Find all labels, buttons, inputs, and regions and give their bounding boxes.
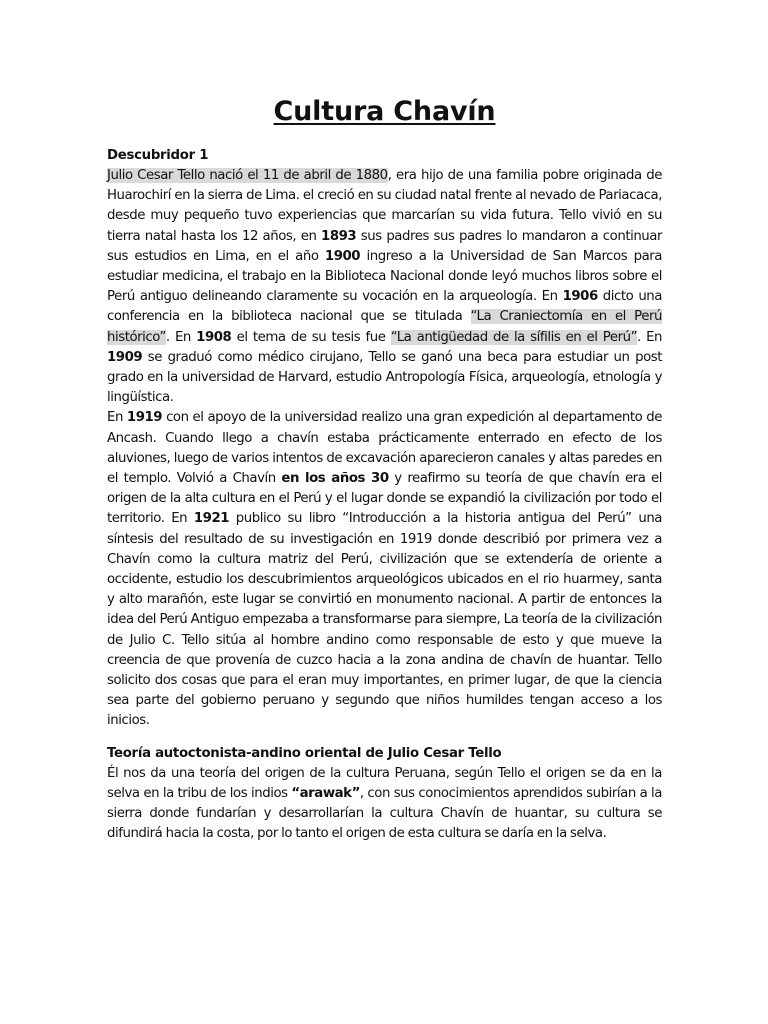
highlighted-conference-title: “La Craniectomía en el Perú histórico” (107, 309, 662, 345)
text-span: , era hijo de una familia pobre originada de Huarochirí en la sierra de Lima. el creció en su ciudad natal frente al nevado de Pariacaca, desde muy pequeño tuvo experiencias que marcarían su vida futura. Tello vivió en su tierra natal hasta los 12 años, en (107, 168, 662, 244)
text-span: ingreso a la Universidad de San Marcos para estudiar medicina, el trabajo en la Biblioteca Nacional donde leyó muchos libros sobre el Perú antiguo delineando claramente su vocación en la arqueología. En (107, 248, 662, 305)
year-1900: 1900 (324, 248, 361, 264)
section-heading-discoverer: Descubridor 1 (107, 148, 209, 163)
text-span: publico su libro “Introducción a la historia antigua del Perú” una síntesis del resultado de su investigación en 1919 donde describió por primera vez a Chavín como la cultura matriz del Perú, civilización que se extendería de oriente a occidente, estudio los descubrimientos arqueológicos ubicados en el rio huarmey, santa y alto marañón, este lugar se convirtió en monumento nacional. A partir de entonces la idea del Perú Antiguo empezaba a transformarse para siempre, La teoría de la civilización de Julio C. Tello sitúa al hombre andino como responsable de esto y que mueve la creencia de que provenía de cuzco hacia a la zona andina de chavín de huantar. Tello solicito dos cosas que para el eran muy importantes, en primer lugar, de que la ciencia sea parte del gobierno peruano y segundo que niños humildes tengan acceso a los inicios. (107, 511, 662, 729)
text-span: dicto una conferencia en la biblioteca nacional que se titulada (107, 289, 662, 325)
text-span: En (107, 410, 127, 426)
text-span: . En (165, 329, 197, 345)
highlighted-birth-text: Julio Cesar Tello nació el 11 de abril de 1880 (107, 168, 388, 183)
text-span: sus padres sus padres lo mandaron a continuar sus estudios en Lima, en el año (107, 228, 663, 264)
year-1908: 1908 (196, 329, 232, 345)
text-span: y reafirmo su teoría de que chavín era el origen de la alta cultura en el Perú y el lugar donde se expandió la civilización por todo el territorio. En (107, 471, 663, 527)
text-span: Él nos da una teoría del origen de la cultura Peruana, según Tello el origen se da en la selva en la tribu de los indios (107, 765, 662, 801)
year-1921: 1921 (193, 511, 230, 527)
text-span: el tema de su tesis fue (231, 329, 391, 345)
paragraph-theory (107, 764, 662, 845)
highlighted-thesis-title: “La antigüedad de la sífilis en el Perú” (390, 329, 638, 345)
bold-decade-30: en los años 30 (281, 471, 389, 487)
text-span: . En (637, 329, 662, 345)
text-span: con el apoyo de la universidad realizo una gran expedición al departamento de Ancash. Cuando llego a chavín estaba prácticamente enterrado en efecto de los aluviones, luego de varios intentos de excavación aparecieron canales y altas paredes en el templo. Volvió a Chavín (107, 410, 662, 487)
year-1893: 1893 (321, 228, 357, 244)
year-1906: 1906 (562, 289, 598, 305)
text-span: , con sus conocimientos aprendidos subirían a la sierra donde fundarían y desarrollarían la cultura Chavín de huantar, su cultura se difundirá hacia la costa, por lo tanto el origen de esta cultura se daría en la selva. (107, 785, 662, 842)
paragraph-biography (107, 166, 662, 408)
page-title: Cultura Chavín (273, 96, 496, 127)
year-1909: 1909 (107, 349, 143, 365)
year-1919: 1919 (126, 410, 163, 426)
bold-arawak: “arawak” (291, 785, 360, 801)
text-span: se graduó como médico cirujano, Tello se ganó una beca para estudiar un post grado en la universidad de Harvard, estudio Antropología Física, arqueología, etnología y lingüística. (107, 349, 662, 406)
section-heading-theory: Teoría autoctonista-andino oriental de Julio Cesar Tello (107, 745, 502, 761)
paragraph-expedition (107, 408, 662, 731)
